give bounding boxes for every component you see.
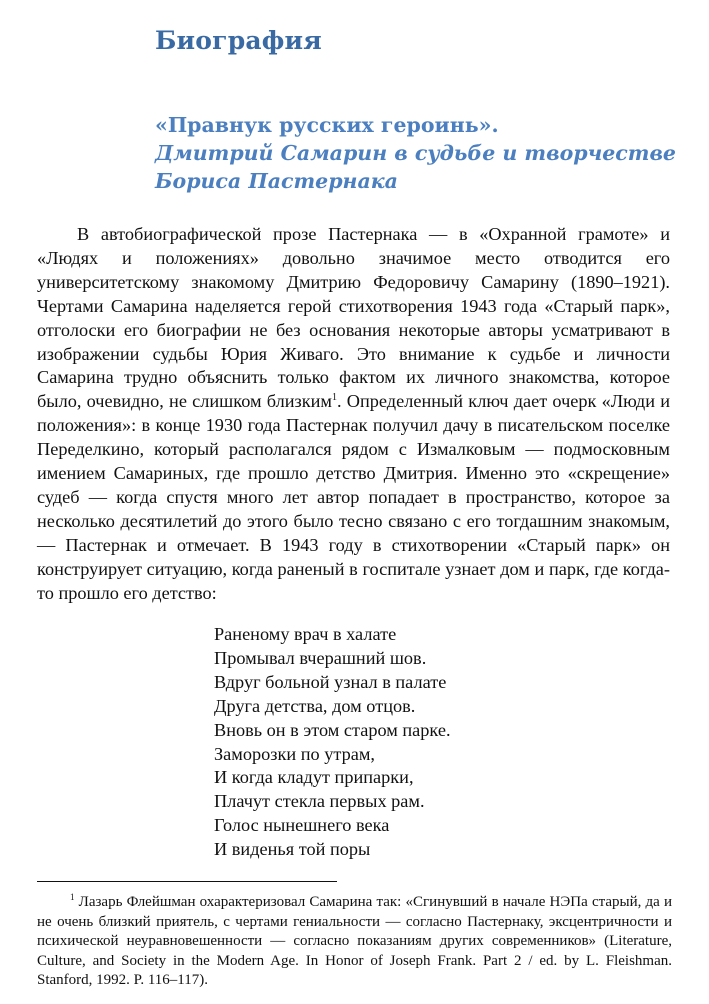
article-title-line-1: «Правнук русских героинь». [155, 113, 499, 137]
footnote-number: 1 [70, 892, 75, 902]
poem-line: Заморозки по утрам, [214, 743, 375, 764]
poem-line: Голос нынешнего века [214, 815, 390, 836]
body-paragraph-part-2: . Определенный ключ дает очерк «Люди и положения»: в конце 1930 года Пастернак получил дачу в писательском поселке Переделкино, который располагался рядом с Измалковым — подмосковным имением Самариных, где прошло детство Дмитрия. Именно это «скрещение» судеб — когда спустя много лет автор попадает в пространство, которое за несколько десятилетий до этого было тесно связано с его тогдашним знакомым, — Пастернак и отмечает. В 1943 году в стихотворении «Старый парк» он конструирует ситуацию, когда раненый в госпитале узнает дом и парк, где когда-то прошло его детство: [37, 391, 671, 603]
poem-line: Промывал вчерашний шов. [214, 647, 427, 668]
poem-line: И когда кладут припарки, [214, 767, 414, 788]
poem-line: Друга детства, дом отцов. [214, 695, 416, 716]
article-title-line-3: Бориса Пастернака [155, 169, 398, 193]
body-paragraph-part-1: В автобиографической прозе Пастернака — в «Охранной грамоте» и «Людях и положениях» довольно значимое место отводится его университетскому знакомому Дмитрию Федоровичу Самарину (1890–1921). Чертами Самарина наделяется герой стихотворения 1943 года «Старый парк», отголоски его биографии не без основания некоторые авторы усматривают в изображении судьбы Юрия Живаго. Это внимание к судьбе и личности Самарина трудно объяснить только фактом их личного знакомства, которое было, очевидно, не слишком близким [37, 224, 670, 412]
article-title-line-2: Дмитрий Самарин в судьбе и творчестве [155, 141, 676, 165]
poem-line: И виденья той поры [214, 839, 371, 860]
body-paragraph [37, 223, 670, 606]
poem-line: Вновь он в этом старом парке. [214, 719, 451, 740]
poem-line: Вдруг больной узнал в палате [214, 671, 447, 692]
footnote-text: Лазарь Флейшман охарактеризовал Самарина так: «Сгинувший в начале НЭПа старый, да и не очень близкий приятель, с чертами гениальности — согласно Пастернаку, эксцентричности и психической неуравновешенности — согласно показаниям других современников» (Literature, Culture, and Society in the Modern Age. In Honor of Joseph Frank. Part 2 / ed. by L. Fleishman. Stanford, 1992. P. 116–117). [37, 894, 672, 988]
footnote-reference[interactable]: 1 [332, 392, 338, 404]
poem-quote [214, 623, 451, 862]
section-title: Биография [155, 26, 322, 55]
footnote-separator [37, 881, 337, 882]
poem-line: Плачут стекла первых рам. [214, 791, 425, 812]
poem-line: Раненому врач в халате [214, 624, 397, 644]
footnote [37, 893, 672, 991]
article-title [155, 111, 676, 195]
